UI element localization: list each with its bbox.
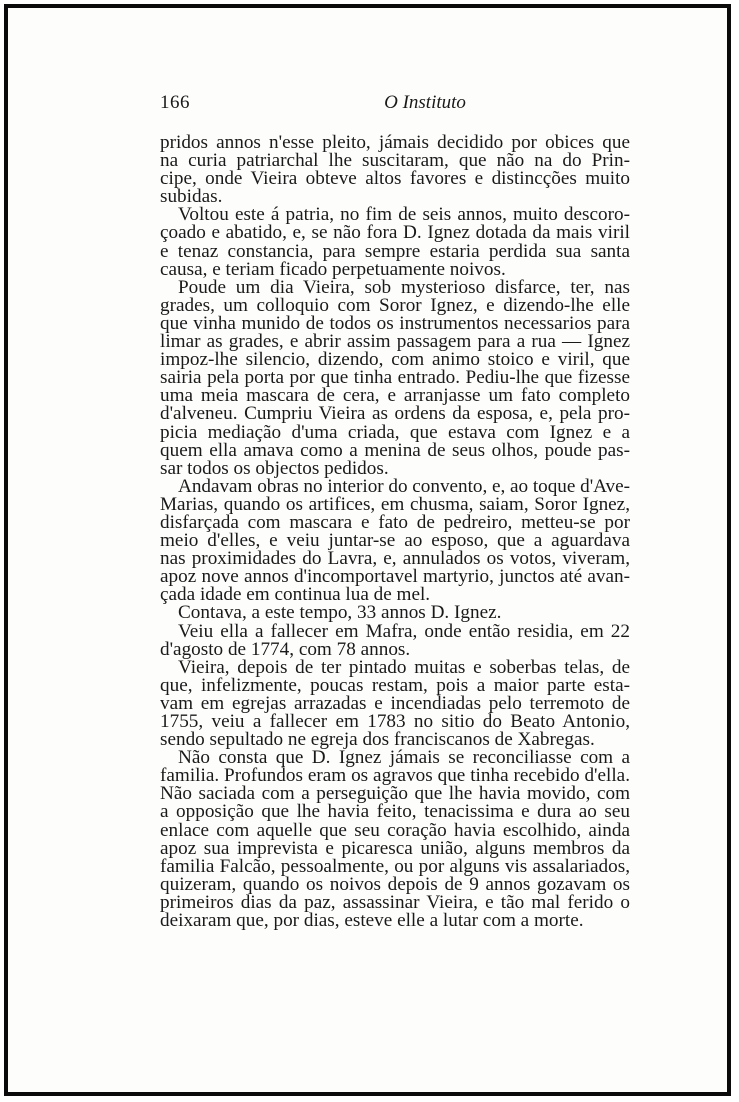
- text-line: Veiu ella a fallecer em Mafra, onde então residia, em 22: [178, 620, 630, 642]
- paragraph: [160, 656, 630, 751]
- text-line: vam em egrejas arrazadas e incendiadas pelo terremoto de: [160, 692, 630, 714]
- text-line: disfarçada com mascara e fato de pedreiro, metteu-se por: [160, 511, 630, 533]
- text-line: nas proximidades do Lavra, e, annulados os votos, viveram,: [160, 548, 630, 570]
- paragraph: [160, 620, 630, 660]
- text-line: na curia patriarchal lhe suscitaram, que não na do Prin-: [160, 150, 630, 172]
- text-line: que, infelizmente, poucas restam, pois a maior parte esta-: [160, 674, 630, 696]
- text-line: çada idade em continua lua de mel.: [160, 584, 431, 606]
- text-line: e tenaz constancia, para sempre estaria perdida sua santa: [160, 240, 630, 262]
- paragraph: [160, 749, 630, 930]
- text-line: quizeram, quando os noivos depois de 9 annos gozavam os: [160, 873, 630, 895]
- text-line: 1755, veiu a fallecer em 1783 no sitio do Beato Antonio,: [160, 711, 630, 732]
- text-line: enlace com aquelle que seu coração havia escolhido, ainda: [160, 819, 630, 841]
- text-line: apoz sua imprevista e picaresca união, alguns membros da: [160, 837, 630, 859]
- text-line: familia Falcão, pessoalmente, ou por alguns vis assalariados,: [160, 855, 630, 877]
- text-line: Vieira, depois de ter pintado muitas e soberbas telas, de: [178, 656, 630, 678]
- text-line: limar as grades, e abrir assim passagem para a rua — Ignez: [160, 331, 630, 353]
- text-line: subidas.: [160, 186, 223, 208]
- text-line: meio d'elles, e veiu juntar-se ao esposo, que a aguardava: [160, 530, 630, 552]
- page-header: [160, 92, 630, 118]
- paragraph: [160, 276, 630, 479]
- text-line: primeiros dias da paz, assassinar Vieira, e tão mal ferido o: [160, 891, 630, 913]
- text-line: sar todos os objectos pedidos.: [160, 457, 389, 479]
- text-line: Não consta que D. Ignez jámais se reconciliasse com a: [178, 747, 630, 769]
- text-line: que vinha munido de todos os instrumentos necessarios para: [160, 312, 630, 334]
- text-line: sendo sepultado ne egreja dos franciscanos de Xabregas.: [160, 729, 595, 751]
- text-line: causa, e teriam ficado perpetuamente noivos.: [160, 258, 506, 280]
- text-line: impoz-lhe silencio, dizendo, com animo stoico e viril, que: [160, 349, 630, 371]
- text-line: cipe, onde Vieira obteve altos favores e distincções muito: [160, 168, 630, 190]
- text-line: d'alveneu. Cumpriu Vieira as ordens da esposa, e, pela pro-: [160, 403, 630, 425]
- running-title: O Instituto: [384, 92, 466, 113]
- text-line: deixaram que, por dias, esteve elle a lutar com a morte.: [160, 910, 584, 932]
- text-line: Não saciada com a perseguição que lhe havia movido, com: [160, 783, 630, 805]
- text-line: Marias, quando os artifices, em chusma, saiam, Soror Ignez,: [160, 493, 630, 515]
- text-line: Poude um dia Vieira, sob mysterioso disfarce, ter, nas: [178, 276, 630, 298]
- text-line: Voltou este á patria, no fim de seis annos, muito descoro-: [178, 204, 630, 226]
- text-line: apoz nove annos d'incomportavel martyrio, junctos até avan-: [160, 566, 630, 588]
- text-line: quem ella amava como a menina de seus olhos, poude pas-: [160, 439, 630, 461]
- text-line: familia. Profundos eram os agravos que tinha recebido d'ella.: [160, 765, 630, 787]
- paragraph: [160, 206, 630, 278]
- body-text: [160, 134, 630, 930]
- text-line: sairia pela porta por que tinha entrado. Pediu-lhe que fizesse: [160, 367, 630, 389]
- paragraph: [160, 134, 630, 206]
- text-line: çoado e abatido, e, se não fora D. Ignez dotada da mais viril: [160, 222, 630, 244]
- text-line: Contava, a este tempo, 33 annos D. Ignez.: [178, 602, 502, 624]
- text-line: pridos annos n'esse pleito, jámais decidido por obices que: [160, 132, 630, 153]
- text-line: d'agosto de 1774, com 78 annos.: [160, 638, 411, 660]
- page-number: 166: [160, 92, 190, 113]
- paragraph: [160, 604, 630, 622]
- text-line: grades, um colloquio com Soror Ignez, e dizendo-lhe elle: [160, 294, 630, 316]
- text-line: uma meia mascara de cera, e arranjasse um fato completo: [160, 385, 630, 407]
- text-line: picia mediação d'uma criada, que estava com Ignez e a: [160, 421, 630, 443]
- text-line: a opposição que lhe havia feito, tenacissima e dura ao seu: [160, 801, 630, 823]
- paragraph: [160, 475, 630, 606]
- text-line: Andavam obras no interior do convento, e, ao toque d'Ave-: [178, 475, 630, 497]
